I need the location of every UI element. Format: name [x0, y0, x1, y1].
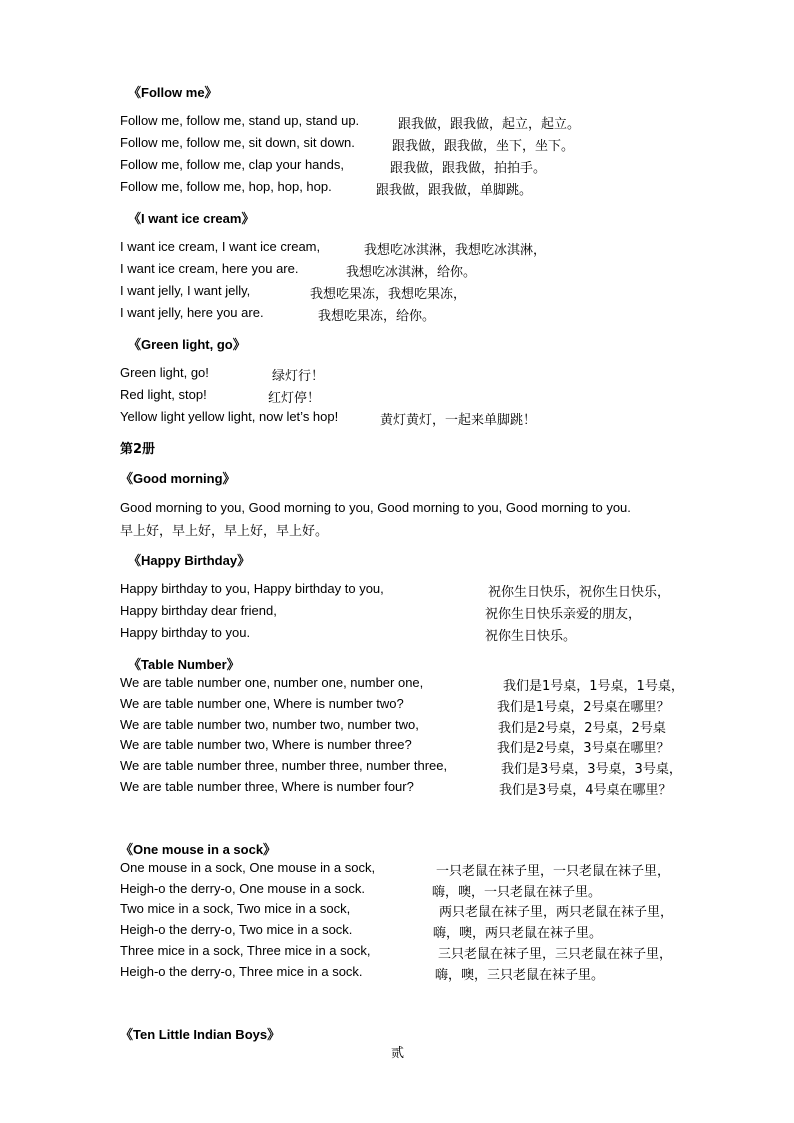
lyric-en: We are table number one, Where is number two?: [120, 696, 404, 711]
lyric-zh: 嗨，噢，两只老鼠在袜子里。: [433, 926, 603, 941]
lyric-en: One mouse in a sock, One mouse in a sock,: [120, 860, 376, 875]
lyric-zh: 我们是3号桌，3号桌，3号桌，: [501, 762, 682, 777]
lyric-en: Follow me, follow me, hop, hop, hop.: [120, 179, 332, 194]
lyric-en: I want ice cream, here you are.: [120, 261, 299, 276]
lyric-zh: 两只老鼠在袜子里，两只老鼠在袜子里，: [439, 905, 674, 920]
lyric-zh: 祝你生日快乐，祝你生日快乐，: [488, 585, 671, 600]
lyric-en: We are table number three, Where is number four?: [120, 779, 414, 794]
lyric-en: Follow me, follow me, stand up, stand up.: [120, 113, 360, 128]
song-title-good-morning: 《Good morning》: [120, 471, 236, 486]
lyric-zh: 我想吃冰淇淋，我想吃冰淇淋，: [364, 243, 547, 258]
lyric-en: Green light, go!: [120, 365, 209, 380]
lyric-zh: 我想吃果冻，我想吃果冻，: [310, 287, 467, 302]
lyric-en: Follow me, follow me, sit down, sit down.: [120, 135, 355, 150]
lyric-zh: 祝你生日快乐亲爱的朋友，: [485, 607, 642, 622]
song-title-follow-me: 《Follow me》: [128, 85, 218, 100]
page-number: 贰: [391, 1046, 405, 1061]
lyric-zh: 一只老鼠在袜子里，一只老鼠在袜子里，: [436, 864, 671, 879]
lyric-en: Happy birthday to you.: [120, 625, 251, 640]
lyric-zh: 黄灯黄灯，一起来单脚跳！: [380, 413, 537, 428]
lyric-zh: 我们是3号桌，4号桌在哪里？: [499, 783, 672, 798]
lyric-zh: 我们是2号桌，3号桌在哪里？: [497, 741, 670, 756]
lyric-en: Good morning to you, Good morning to you, Good morning to you, Good morning to you.: [120, 500, 631, 515]
lyric-en: Yellow light yellow light, now let’s hop!: [120, 409, 339, 424]
book-heading: 第2册: [120, 442, 156, 457]
lyric-zh: 跟我做，跟我做，拍拍手。: [390, 161, 547, 176]
song-title-one-mouse: 《One mouse in a sock》: [120, 842, 277, 857]
lyric-zh: 祝你生日快乐。: [485, 629, 577, 644]
lyric-zh: 早上好，早上好，早上好，早上好。: [120, 524, 329, 539]
lyric-zh: 我想吃果冻，给你。: [318, 309, 436, 324]
lyric-en: I want ice cream, I want ice cream,: [120, 239, 321, 254]
lyric-zh: 我想吃冰淇淋，给你。: [346, 265, 477, 280]
lyric-zh: 我们是1号桌，2号桌在哪里？: [497, 700, 670, 715]
lyric-zh: 嗨，噢，一只老鼠在袜子里。: [432, 885, 602, 900]
song-title-ten-little-indian-boys: 《Ten Little Indian Boys》: [120, 1027, 281, 1042]
lyric-zh: 我们是2号桌，2号桌，2号桌: [498, 721, 666, 736]
lyric-en: We are table number three, number three, number three,: [120, 758, 448, 773]
song-title-table-number: 《Table Number》: [128, 657, 240, 672]
lyric-zh: 嗨，噢，三只老鼠在袜子里。: [435, 968, 605, 983]
lyric-en: Happy birthday dear friend,: [120, 603, 277, 618]
lyric-en: Red light, stop!: [120, 387, 207, 402]
lyric-en: I want jelly, I want jelly,: [120, 283, 251, 298]
lyric-en: Heigh-o the derry-o, Three mice in a sock.: [120, 964, 363, 979]
song-title-ice-cream: 《I want ice cream》: [128, 211, 255, 226]
lyric-en: Two mice in a sock, Two mice in a sock,: [120, 901, 351, 916]
lyric-en: Heigh-o the derry-o, One mouse in a sock.: [120, 881, 365, 896]
lyric-en: We are table number one, number one, number one,: [120, 675, 424, 690]
lyric-zh: 红灯停！: [268, 391, 321, 406]
song-title-green-light: 《Green light, go》: [128, 337, 246, 352]
lyric-zh: 跟我做，跟我做，坐下，坐下。: [392, 139, 575, 154]
lyric-en: We are table number two, number two, number two,: [120, 717, 419, 732]
lyric-zh: 跟我做，跟我做，起立，起立。: [398, 117, 581, 132]
lyric-en: Follow me, follow me, clap your hands,: [120, 157, 344, 172]
lyric-zh: 三只老鼠在袜子里，三只老鼠在袜子里，: [438, 947, 673, 962]
lyric-zh: 我们是1号桌，1号桌，1号桌，: [503, 679, 684, 694]
song-title-happy-birthday: 《Happy Birthday》: [128, 553, 251, 568]
lyric-en: I want jelly, here you are.: [120, 305, 264, 320]
lyric-en: Happy birthday to you, Happy birthday to you,: [120, 581, 384, 596]
lyric-zh: 跟我做，跟我做，单脚跳。: [376, 183, 533, 198]
lyric-en: Heigh-o the derry-o, Two mice in a sock.: [120, 922, 353, 937]
lyric-zh: 绿灯行！: [272, 369, 325, 384]
lyric-en: We are table number two, Where is number three?: [120, 737, 412, 752]
lyric-en: Three mice in a sock, Three mice in a sock,: [120, 943, 371, 958]
